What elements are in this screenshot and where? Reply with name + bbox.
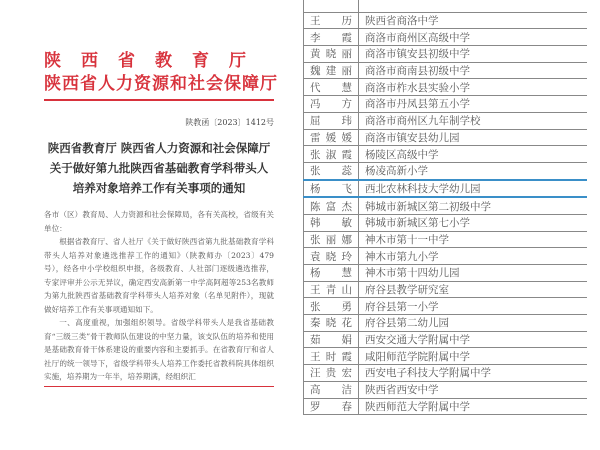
name-cell: 袁晓玲	[304, 248, 359, 265]
name-cell: 罗春	[304, 398, 359, 415]
school-cell: 商洛市商州区高级中学	[359, 29, 588, 46]
table-row	[304, 248, 588, 265]
school-cell: 神木市第十一中学	[359, 231, 588, 248]
name-cell: 李霞	[304, 29, 359, 46]
paragraph: 一、高度重视，加强组织领导。省级学科带头人是我省基础教育“三级三类”骨干教师队伍建设的中坚力量，该支队伍的培养和使用是基础教育骨干体系建设的重要内容和主要抓手。在省教育厅和省人社厅的统一领导下，省级学科带头人培养工作委托省教科院具体组织实施，培养期为一年半，培养期满，经组织汇	[44, 318, 274, 381]
school-cell: 韩城市新城区第七小学	[359, 214, 588, 231]
school-cell: 陕西省西安中学	[359, 381, 588, 398]
table-row	[304, 62, 588, 79]
school-cell: 神木市第十四幼儿园	[359, 265, 588, 282]
name-cell: 汪贵宏	[304, 365, 359, 382]
title-line: 关于做好第九批陕西省基础教育学科带头人	[49, 161, 269, 175]
table-row	[304, 331, 588, 348]
table-row	[304, 298, 588, 315]
table-row-highlighted	[304, 180, 588, 198]
table-row	[304, 365, 588, 382]
name-cell: 冯方	[304, 96, 359, 113]
name-cell: 韩敏	[304, 214, 359, 231]
name-cell: 张蕊	[304, 162, 359, 179]
school-cell: 杨陵区高级中学	[359, 146, 588, 163]
name-cell: 杨飞	[304, 180, 359, 198]
school-cell: 西北农林科技大学幼儿园	[359, 180, 588, 198]
school-cell: 咸阳师范学院附属中学	[359, 348, 588, 365]
school-cell: 陕西省商洛中学	[359, 12, 588, 29]
name-cell: 高洁	[304, 381, 359, 398]
table-row	[304, 112, 588, 129]
school-cell: 韩城市新城区第二初级中学	[359, 197, 588, 214]
title-line: 培养对象培养工作有关事项的通知	[72, 181, 246, 195]
name-cell: 雷媛媛	[304, 129, 359, 146]
name-cell: 张勇	[304, 298, 359, 315]
table-row	[304, 146, 588, 163]
table-row	[304, 162, 588, 179]
table-row	[304, 348, 588, 365]
name-cell: 茹娟	[304, 331, 359, 348]
school-cell: 杨凌高新小学	[359, 162, 588, 179]
name-cell: 秦晓花	[304, 315, 359, 332]
school-cell: 府谷县第二幼儿园	[359, 315, 588, 332]
red-divider	[44, 99, 274, 101]
table-row	[304, 46, 588, 63]
name-cell: 王时霞	[304, 348, 359, 365]
table-row	[304, 96, 588, 113]
partial-row	[304, 0, 588, 12]
title-line: 陕西省教育厅 陕西省人力资源和社会保障厅	[47, 141, 271, 155]
table-row	[304, 281, 588, 298]
name-cell: 魏建丽	[304, 62, 359, 79]
table-row	[304, 214, 588, 231]
name-cell: 王青山	[304, 281, 359, 298]
roster-table	[303, 0, 587, 415]
name-cell: 王历	[304, 12, 359, 29]
issuer-line-2: 陕西省人力资源和社会保障厅	[44, 74, 278, 94]
school-cell: 陕西师范大学附属中学	[359, 398, 588, 415]
paragraph: 根据省教育厅、省人社厅《关于做好陕西省第九批基础教育学科带头人培养对象遴选推荐工作的通知》（陕教师办〔2023〕479号），经各中小学校组织申报，各级教育、人社部门逐级遴选推荐，专家评审并公示无异议，确定西安高新第一中学高阿超等253名教师为第九批陕西省基础教育学科带头人培养对象（名单见附件），现就做好培养工作有关事项通知如下。	[44, 237, 274, 314]
notice-document	[44, 50, 278, 387]
school-cell: 府谷县教学研究室	[359, 281, 588, 298]
school-cell: 商洛市商州区九年制学校	[359, 112, 588, 129]
name-cell: 张丽娜	[304, 231, 359, 248]
red-bottom-line	[44, 386, 274, 388]
salutation: 各市（区）教育局、人力资源和社会保障局，各有关高校，省级有关单位：	[44, 210, 274, 233]
school-cell: 西安交通大学附属中学	[359, 331, 588, 348]
name-cell: 张淑霞	[304, 146, 359, 163]
issuer-line-1: 陕西省教育厅	[44, 51, 266, 71]
table-row	[304, 12, 588, 29]
name-cell	[304, 0, 359, 12]
table-row	[304, 381, 588, 398]
school-cell: 西安电子科技大学附属中学	[359, 365, 588, 382]
table-row	[304, 398, 588, 415]
school-cell: 商洛市镇安县初级中学	[359, 46, 588, 63]
school-cell: 商洛市商南县初级中学	[359, 62, 588, 79]
table-row	[304, 79, 588, 96]
school-cell: 府谷县第一小学	[359, 298, 588, 315]
name-cell: 黄晓丽	[304, 46, 359, 63]
school-cell: 商洛市柞水县实验小学	[359, 79, 588, 96]
notice-title	[44, 138, 274, 198]
table-row	[304, 197, 588, 214]
name-cell: 陈富杰	[304, 197, 359, 214]
table-row	[304, 315, 588, 332]
doc-number: 陕教函〔2023〕1412号	[185, 118, 274, 127]
table-row	[304, 265, 588, 282]
school-cell: 神木市第九小学	[359, 248, 588, 265]
name-cell: 屈玮	[304, 112, 359, 129]
name-cell: 杨慧	[304, 265, 359, 282]
table-row	[304, 129, 588, 146]
school-cell: 商洛市丹凤县第五小学	[359, 96, 588, 113]
school-cell	[359, 0, 588, 12]
school-cell: 商洛市镇安县幼儿园	[359, 129, 588, 146]
name-cell: 代慧	[304, 79, 359, 96]
table-row	[304, 231, 588, 248]
table-row	[304, 29, 588, 46]
notice-body	[44, 208, 274, 384]
